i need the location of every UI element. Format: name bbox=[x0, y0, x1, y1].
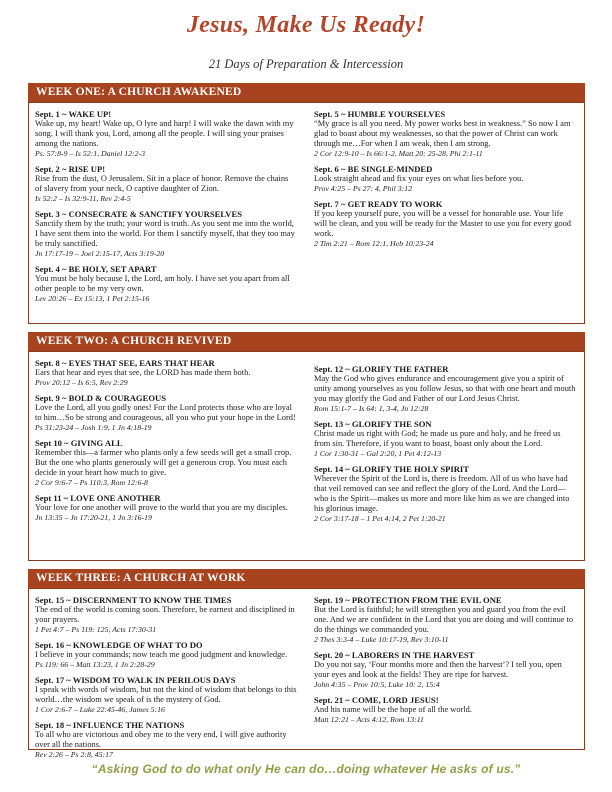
day-title: Sept. 20 ~ LABORERS IN THE HARVEST bbox=[314, 650, 475, 660]
day-entry bbox=[35, 720, 297, 760]
week-three-box bbox=[28, 588, 585, 759]
day-entry bbox=[314, 464, 578, 524]
day-title: Sept. 17 ~ WISDOM TO WALK IN PERILOUS DAYS bbox=[35, 675, 236, 685]
week-three-header: WEEK THREE: A CHURCH AT WORK bbox=[28, 569, 585, 588]
day-title: Sept 10 ~ GIVING ALL bbox=[35, 438, 123, 448]
day-title: Sept. 16 ~ KNOWLEDGE OF WHAT TO DO bbox=[35, 640, 203, 650]
day-reference: 1 Pet 4:7 – Ps 119: 125, Acts 17:30-31 bbox=[35, 625, 157, 634]
day-title: Sept. 5 ~ HUMBLE YOURSELVES bbox=[314, 109, 446, 119]
day-entry bbox=[35, 595, 297, 635]
day-text: Ears that hear and eyes that see, the LORD has made them both. bbox=[35, 368, 251, 377]
day-reference: Rom 15:1-7 – Is 64: 1, 3-4, Jn 12:28 bbox=[314, 404, 429, 413]
day-reference: Prov 20:12 – Is 6:5, Rev 2:29 bbox=[35, 378, 128, 387]
day-reference: John 4:35 – Prov 10:5, Luke 10: 2, 15:4 bbox=[314, 680, 440, 689]
day-entry bbox=[35, 640, 297, 670]
week-one-header: WEEK ONE: A CHURCH AWAKENED bbox=[28, 83, 585, 102]
day-text: Christ made us right with God; he made us pure and holy, and he freed us from sin. Therefore, if you want to boast, boast only about the Lord. bbox=[314, 429, 561, 448]
footer-quote: “Asking God to do what only He can do…doing whatever He asks of us.” bbox=[91, 762, 521, 776]
day-title: Sept. 14 ~ GLORIFY THE HOLY SPIRIT bbox=[314, 464, 469, 474]
day-title: Sept. 1 ~ WAKE UP! bbox=[35, 109, 112, 119]
week-one-box bbox=[28, 102, 585, 324]
day-text: Wherever the Spirit of the Lord is, there is freedom. All of us who have had that veil removed can see and reflect the glory of the Lord. And the Lord—who is the Spirit—makes us more and more like him as we are changed into his glorious image. bbox=[314, 474, 570, 513]
day-text: Do you not say, ‘Four months more and then the harvest’? I tell you, open your eyes and look at the fields! They are ripe for harvest. bbox=[314, 660, 562, 679]
day-entry bbox=[35, 164, 297, 204]
day-title: Sept. 13 ~ GLORIFY THE SON bbox=[314, 419, 432, 429]
day-reference: 2 Cor 9:6-7 – Ps 110:3, Rom 12:6-8 bbox=[35, 478, 148, 487]
day-reference: Ps. 57:8-9 – Is 52:1, Daniel 12:2-3 bbox=[35, 149, 146, 158]
day-text: May the God who gives endurance and encouragement give you a spirit of unity among yourselves as you follow Jesus, so that with one heart and mouth you may glorify the God and Father of our Lord Jesus Christ. bbox=[314, 374, 576, 403]
day-text: To all who are victorious and obey me to the very end, I will give authority over all the nations. bbox=[35, 730, 287, 749]
week-two-right-column bbox=[314, 364, 578, 529]
day-text: Sanctify them by the truth; your word is truth. As you sent me into the world, I have sent them into the world. For them I sanctify myself, that they too may be truly sanctified. bbox=[35, 219, 295, 248]
week-one-right-column bbox=[314, 109, 578, 254]
day-entry bbox=[314, 109, 578, 159]
day-reference: 2 Cor 12:9-10 – Is 66:1-2, Matt 20: 25-28, Phi 2:1-11 bbox=[314, 149, 483, 158]
day-reference: Jn 17:17-19 – Joel 2:15-17, Acts 3:19-20 bbox=[35, 249, 165, 258]
day-text: “My grace is all you need. My power works best in weakness.” So now I am glad to boast about my weaknesses, so that the power of Christ can work through me…For when I am weak, then I am strong. bbox=[314, 119, 571, 148]
day-entry bbox=[314, 364, 578, 414]
page-subtitle: 21 Days of Preparation & Intercession bbox=[208, 57, 404, 71]
day-title: Sept. 8 ~ EYES THAT SEE, EARS THAT HEAR bbox=[35, 358, 215, 368]
week-three-right-column bbox=[314, 595, 578, 730]
day-entry bbox=[35, 493, 297, 523]
day-title: Sept. 21 ~ COME, LORD JESUS! bbox=[314, 695, 439, 705]
day-text: Wake up, my heart! Wake up, O lyre and harp! I will wake the dawn with my song. I will thank you, Lord, among all the people. I will sing your praises among the nations. bbox=[35, 119, 294, 148]
day-reference: 2 Thes 3:3-4 – Luke 10:17-19, Rev 3:10-11 bbox=[314, 635, 449, 644]
day-text: I speak with words of wisdom, but not the kind of wisdom that belongs to this world…the wisdom we speak of is the mystery of God. bbox=[35, 685, 297, 704]
day-reference: Matt 12:21 – Acts 4:12, Rom 13:11 bbox=[314, 715, 424, 724]
day-title: Sept 11 ~ LOVE ONE ANOTHER bbox=[35, 493, 161, 503]
day-reference: Jn 13:35 – Jn 17:20-21, 1 Jn 3:16-19 bbox=[35, 513, 152, 522]
day-title: Sept. 7 ~ GET READY TO WORK bbox=[314, 199, 443, 209]
day-reference: Lev 20:26 – Ex 15:13, 1 Pet 2:15-16 bbox=[35, 294, 150, 303]
day-entry bbox=[35, 358, 297, 388]
day-reference: 1 Cor 1:30-31 – Gal 2:20, 1 Pet 4:12-13 bbox=[314, 449, 442, 458]
week-two-box bbox=[28, 351, 585, 561]
day-title: Sept. 3 ~ CONSECRATE & SANCTIFY YOURSELVES bbox=[35, 209, 243, 219]
day-entry bbox=[314, 650, 578, 690]
day-text: The end of the world is coming soon. Therefore, be earnest and disciplined in your prayers. bbox=[35, 605, 295, 624]
week-one-left-column bbox=[35, 109, 297, 309]
day-reference: Ps 31:23-24 – Josh 1:9, 1 Jn 4:18-19 bbox=[35, 423, 152, 432]
day-title: Sept. 4 ~ BE HOLY, SET APART bbox=[35, 264, 157, 274]
day-reference: 2 Tim 2:21 – Rom 12:1, Heb 10:23-24 bbox=[314, 239, 434, 248]
day-text: Your love for one another will prove to the world that you are my disciples. bbox=[35, 503, 288, 512]
day-reference: 2 Cor 3:17-18 – 1 Pet 4:14, 2 Pet 1:20-21 bbox=[314, 514, 446, 523]
day-reference: Rev 2:26 – Ps 2:8, 45:17 bbox=[35, 750, 113, 759]
week-three-left-column bbox=[35, 595, 297, 765]
day-title: Sept. 9 ~ BOLD & COURAGEOUS bbox=[35, 393, 167, 403]
day-entry bbox=[35, 109, 297, 159]
day-title: Sept. 18 ~ INFLUENCE THE NATIONS bbox=[35, 720, 185, 730]
day-text: Look straight ahead and fix your eyes on what lies before you. bbox=[314, 174, 524, 183]
week-two-left-column bbox=[35, 358, 297, 528]
day-reference: 1 Cor 2:6-7 – Luke 22:45-46, James 5:16 bbox=[35, 705, 165, 714]
day-reference: Is 52:2 – Is 32:9-11, Rev 2:4-5 bbox=[35, 194, 131, 203]
day-entry bbox=[35, 438, 297, 488]
day-entry bbox=[314, 419, 578, 459]
day-text: Love the Lord, all you godly ones! For the Lord protects those who are loyal to him…So be strong and courageous, all you who put your hope in the Lord! bbox=[35, 403, 296, 422]
day-entry bbox=[314, 595, 578, 645]
week-two-header: WEEK TWO: A CHURCH REVIVED bbox=[28, 332, 585, 351]
day-title: Sept. 12 ~ GLORIFY THE FATHER bbox=[314, 364, 449, 374]
day-entry bbox=[314, 164, 578, 194]
day-entry bbox=[35, 393, 297, 433]
page-title: Jesus, Make Us Ready! bbox=[186, 12, 426, 38]
day-text: And his name will be the hope of all the world. bbox=[314, 705, 472, 714]
day-text: Remember this—a farmer who plants only a few seeds will get a small crop. But the one who plants generously will get a generous crop. You must each decide in your heart how much to give. bbox=[35, 448, 292, 477]
day-text: I believe in your commands; now teach me good judgment and knowledge. bbox=[35, 650, 288, 659]
day-text: Rise from the dust, O Jerusalem. Sit in a place of honor. Remove the chains of slavery from your neck, O captive daughter of Zion. bbox=[35, 174, 289, 193]
day-text: But the Lord is faithful; he will strengthen you and guard you from the evil one. And we are confident in the Lord that you are doing and will continue to do the things we commanded you. bbox=[314, 605, 574, 634]
day-entry bbox=[35, 264, 297, 304]
day-reference: Prov 4:25 – Ps 27: 4, Phil 3:12 bbox=[314, 184, 413, 193]
day-entry bbox=[35, 675, 297, 715]
day-title: Sept. 19 ~ PROTECTION FROM THE EVIL ONE bbox=[314, 595, 502, 605]
day-title: Sept. 2 ~ RISE UP! bbox=[35, 164, 106, 174]
day-title: Sept. 6 ~ BE SINGLE-MINDED bbox=[314, 164, 433, 174]
day-entry bbox=[314, 695, 578, 725]
day-entry bbox=[314, 199, 578, 249]
day-text: You must be holy because I, the Lord, am holy. I have set you apart from all other people to be my very own. bbox=[35, 274, 290, 293]
day-text: If you keep yourself pure, you will be a vessel for honorable use. Your life will be clean, and you will be ready for the Master to use you for every good work. bbox=[314, 209, 571, 238]
day-title: Sept. 15 ~ DISCERNMENT TO KNOW THE TIMES bbox=[35, 595, 232, 605]
day-entry bbox=[35, 209, 297, 259]
day-reference: Ps 119: 66 – Matt 13:23, 1 Jn 2:28-29 bbox=[35, 660, 155, 669]
